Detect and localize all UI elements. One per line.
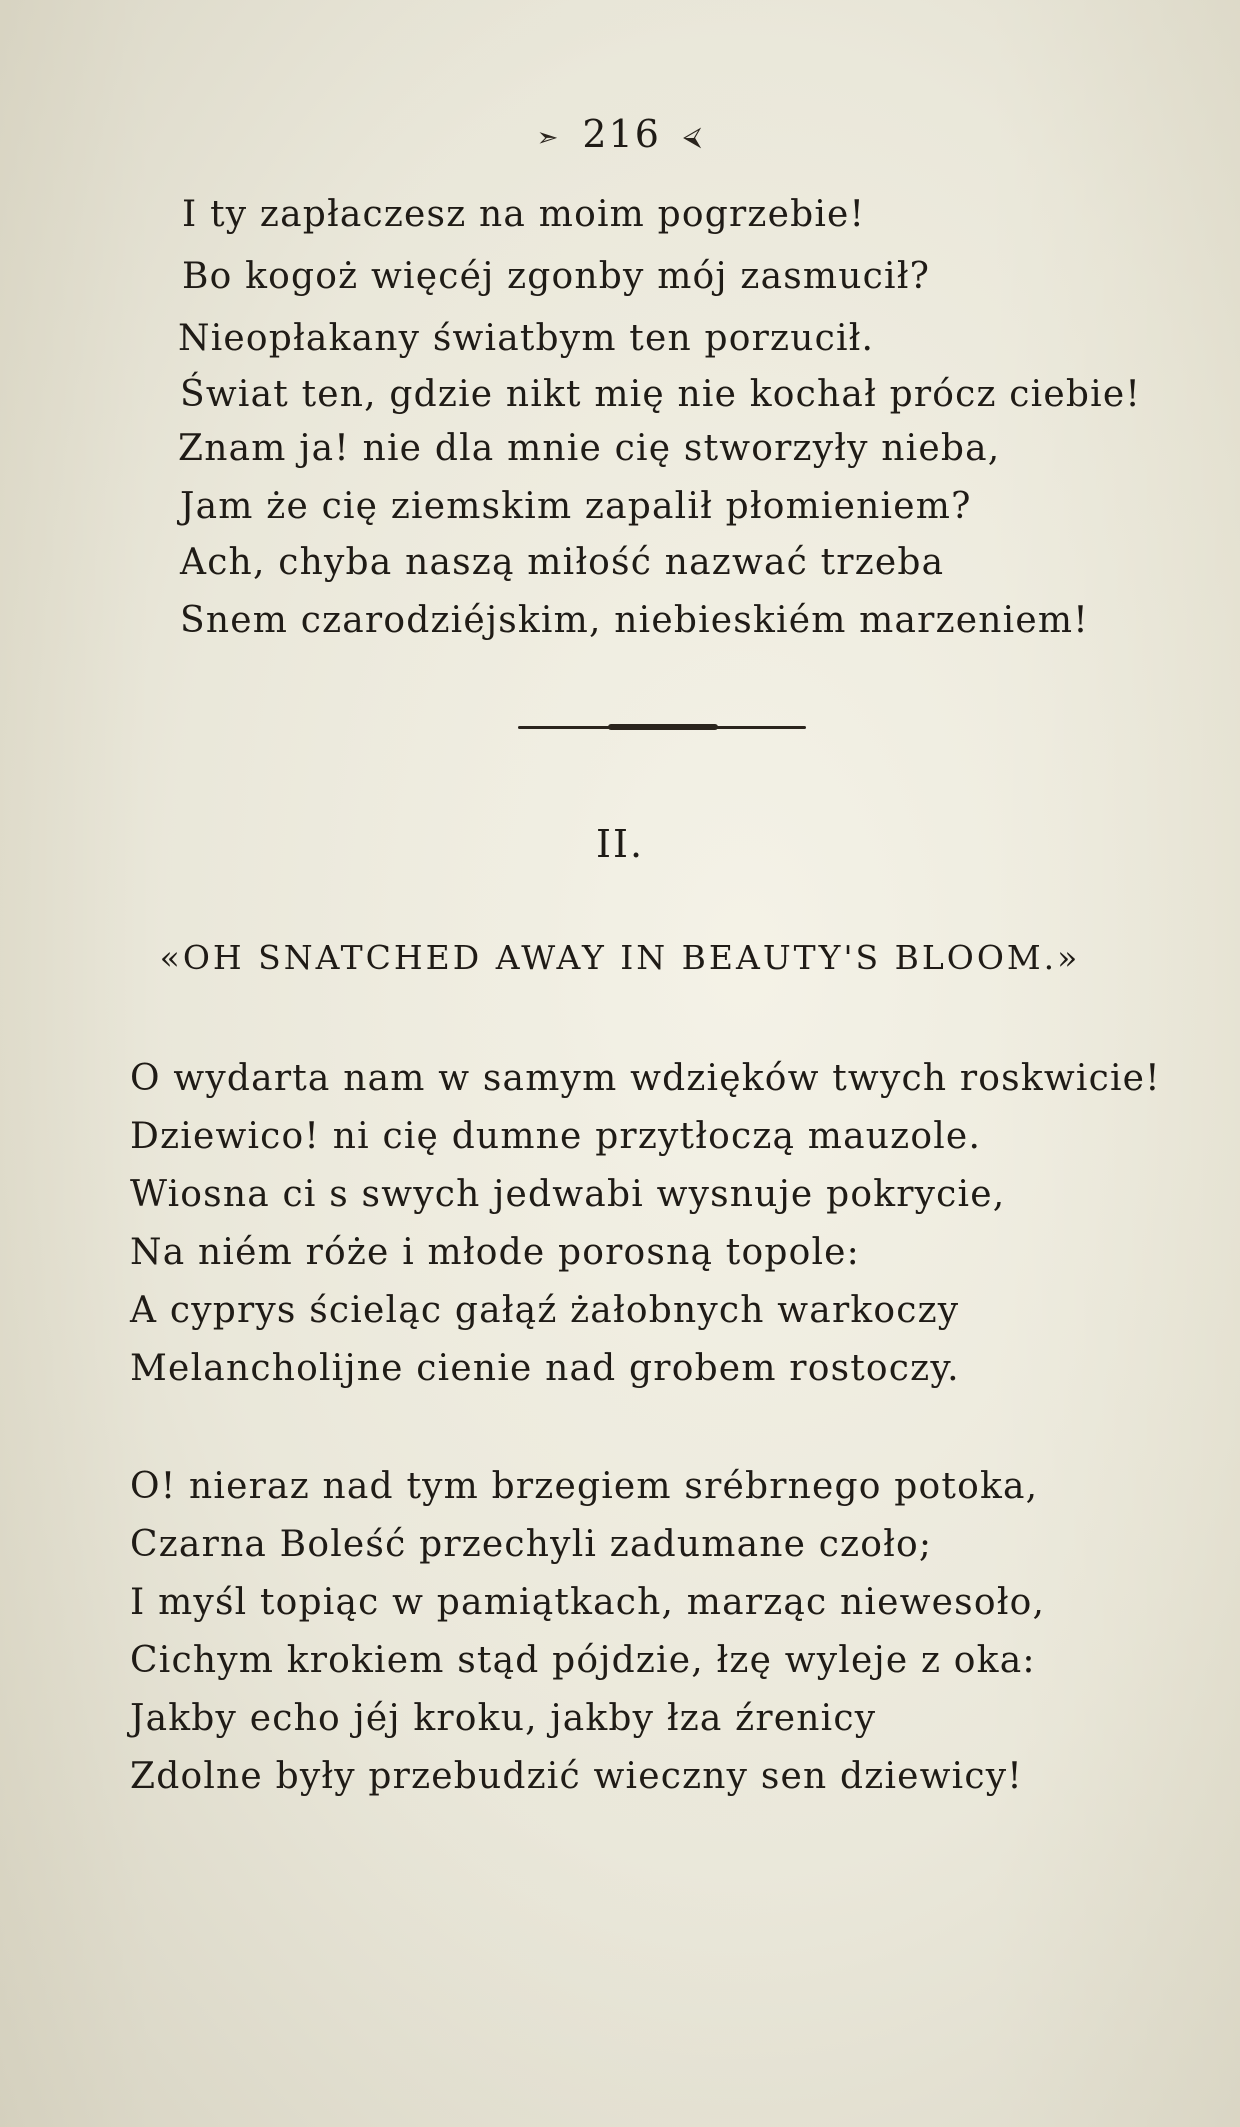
- verse-line: Snem czarodziéjskim, niebieskiém marzeniem!: [180, 600, 1089, 641]
- verse-line: Świat ten, gdzie nikt mię nie kochał prócz ciebie!: [180, 374, 1142, 415]
- verse-line: O wydarta nam w samym wdzięków twych roskwicie!: [130, 1058, 1161, 1099]
- verse-line: Bo kogoż więcéj zgonby mój zasmucił?: [182, 256, 931, 297]
- section-divider: [518, 726, 806, 729]
- verse-line: Czarna Boleść przechyli zadumane czoło;: [130, 1524, 933, 1565]
- verse-line: Cichym krokiem stąd pójdzie, łzę wyleje z oka:: [130, 1640, 1036, 1681]
- poem-title: «OH SNATCHED AWAY IN BEAUTY'S BLOOM.»: [159, 938, 1081, 977]
- section-numeral: II.: [595, 822, 645, 866]
- verse-line: Znam ja! nie dla mnie cię stworzyły nieba,: [178, 428, 1001, 469]
- verse-line: Dziewico! ni cię dumne przytłoczą mauzole.: [130, 1116, 982, 1157]
- verse-line: A cyprys ścieląc gałąź żałobnych warkoczy: [130, 1290, 960, 1331]
- verse-line: O! nieraz nad tym brzegiem srébrnego potoka,: [130, 1466, 1039, 1507]
- verse-line: Jam że cię ziemskim zapalił płomieniem?: [180, 486, 972, 527]
- verse-line: Ach, chyba naszą miłość nazwać trzeba: [180, 542, 945, 583]
- left-ornament-icon: ➣: [536, 122, 561, 153]
- verse-line: Nieopłakany światbym ten porzucił.: [178, 318, 875, 359]
- page-number: 216: [582, 112, 661, 156]
- verse-line: Na niém róże i młode porosną topole:: [130, 1232, 860, 1273]
- right-ornament-icon: ⮘: [682, 122, 704, 152]
- verse-line: Jakby echo jéj kroku, jakby łza źrenicy: [130, 1698, 877, 1739]
- page-header: [0, 112, 1240, 156]
- verse-line: I myśl topiąc w pamiątkach, marząc niewesoło,: [130, 1582, 1046, 1623]
- verse-line: Melancholijne cienie nad grobem rostoczy.: [130, 1348, 960, 1389]
- verse-line: Wiosna ci s swych jedwabi wysnuje pokrycie,: [130, 1174, 1006, 1215]
- verse-line: I ty zapłaczesz na moim pogrzebie!: [182, 194, 866, 235]
- verse-line: Zdolne były przebudzić wieczny sen dziewicy!: [130, 1756, 1023, 1797]
